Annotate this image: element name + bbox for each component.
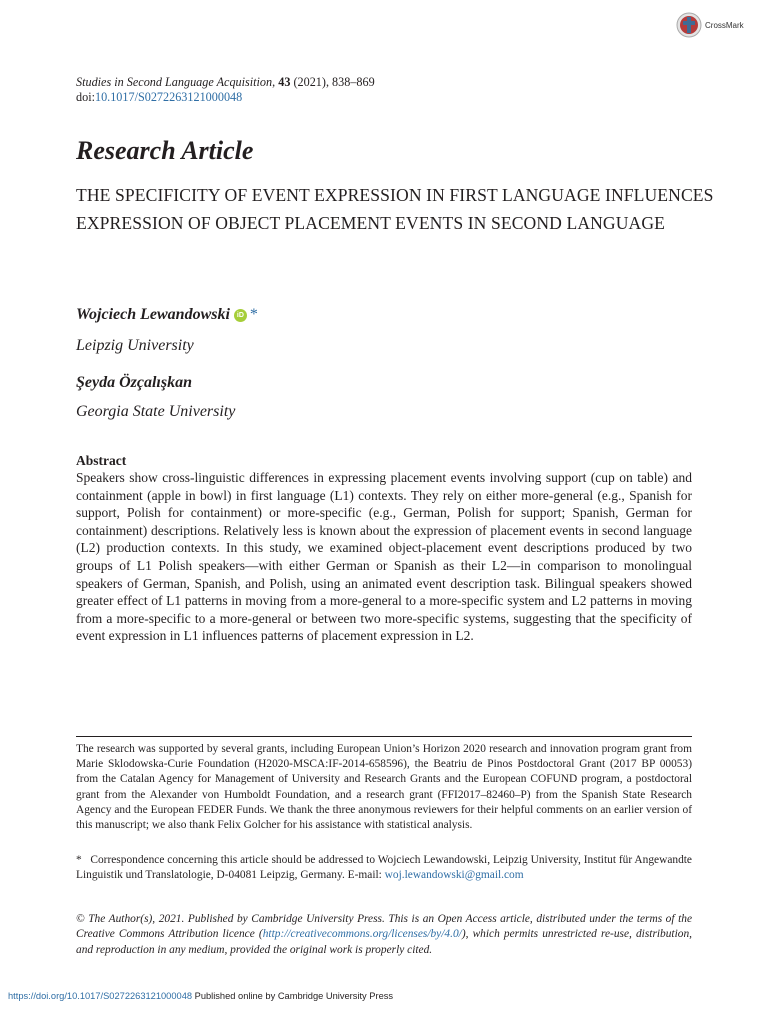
author-2-name: Şeyda Özçalışkan (76, 374, 192, 391)
footnote-divider (76, 736, 692, 737)
doi-prefix: doi: (76, 90, 95, 104)
journal-volume: 43 (278, 75, 291, 89)
journal-citation (76, 75, 375, 105)
correspondence-marker[interactable]: * (249, 306, 258, 323)
license-text-after: ), which permits unrestricted re-use, distribution, and reproduction in any medium, provided the original work is properly cited. (76, 928, 692, 956)
crossmark-badge[interactable] (676, 12, 744, 38)
doi-line (76, 90, 375, 105)
footer-published: Published online by Cambridge University Press (192, 991, 394, 1001)
journal-line: Studies in Second Language Acquisition, 43 (2021), 838–869 (76, 75, 375, 89)
orcid-icon[interactable]: iD (234, 309, 247, 322)
license-text-before: © The Author(s), 2021. Published by Cambridge University Press. This is an Open Access article, distributed under the terms of the Creative Commons Attribution licence ( (76, 913, 692, 941)
license-statement (76, 912, 692, 958)
article-type: Research Article (76, 136, 254, 165)
journal-year-pages: (2021), 838–869 (290, 75, 375, 89)
journal-name: Studies in Second Language Acquisition (76, 75, 273, 89)
email-link[interactable]: woj.lewandowski@gmail.com (384, 869, 524, 882)
author-1-affiliation: Leipzig University (76, 337, 194, 354)
footer-doi-link[interactable]: https://doi.org/10.1017/S0272263121000048 (8, 991, 193, 1001)
author-2-affiliation: Georgia State University (76, 403, 236, 420)
crossmark-icon (676, 12, 702, 38)
doi-link[interactable]: 10.1017/S0272263121000048 (94, 90, 243, 104)
correspondence-footnote-marker: * (76, 854, 82, 866)
author-1 (76, 306, 258, 324)
crossmark-label: CrossMark (705, 20, 744, 30)
abstract-heading: Abstract (76, 453, 127, 468)
correspondence-text: Correspondence concerning this article should be addressed to Wojciech Lewandowski, Leipzig University, Institut für Angewandte Linguistik und Translatologie, D-04081 Leipzig, Germany. E-mail: (76, 854, 692, 882)
funding-footnote: The research was supported by several grants, including European Union’s Horizon 2020 research and innovation program grant from Marie Sklodowska-Curie Foundation (H2020-MSCA:IF-2014-658596), the Beatriu de Pinos Postdoctoral Grant (2017 BP 00053) from the Catalan Agency for Management of University and Research Grants and the European COFUND program, a postdoctoral grant from the Alexander von Humboldt Foundation, and a research grant (FFI2017–82460–P) from the Spanish State Research Agency and the European FEDER Funds. We thank the three anonymous reviewers for their helpful comments on an earlier version of this manuscript; we also thank Felix Golcher for his assistance with statistical analysis. (76, 743, 692, 832)
page-footer (8, 991, 393, 1001)
abstract-text: Speakers show cross-linguistic differences in expressing placement events involving support (cup on table) and containment (apple in bowl) in first language (L1) contexts. They rely on either more-general (e.g., Spanish for support, Polish for containment) or more-specific (e.g., German, Polish for support; Spanish, German for containment) descriptions. Relatively less is known about the expression of placement events in second language (L2) production contexts. In this study, we examined object-placement event descriptions produced by two groups of L1 Polish speakers—with either German or Spanish as their L2—in comparison to monolingual speakers of German, Spanish, and Polish, using an animated event description task. Bilingual speakers showed greater effect of L1 patterns in moving from a more-general to a more-specific system and L2 patterns in moving from a more-specific to a more-general or between two more-specific systems, suggesting that the specificity of event expression in L1 influences patterns of placement expression in L2. (76, 470, 692, 644)
author-1-name: Wojciech Lewandowski (76, 306, 230, 323)
correspondence-footnote (76, 853, 692, 883)
license-link[interactable]: http://creativecommons.org/licenses/by/4.0/ (262, 928, 462, 941)
article-title: THE SPECIFICITY OF EVENT EXPRESSION IN FIRST LANGUAGE INFLUENCES EXPRESSION OF OBJECT PLACEMENT EVENTS IN SECOND LANGUAGE (76, 185, 714, 233)
